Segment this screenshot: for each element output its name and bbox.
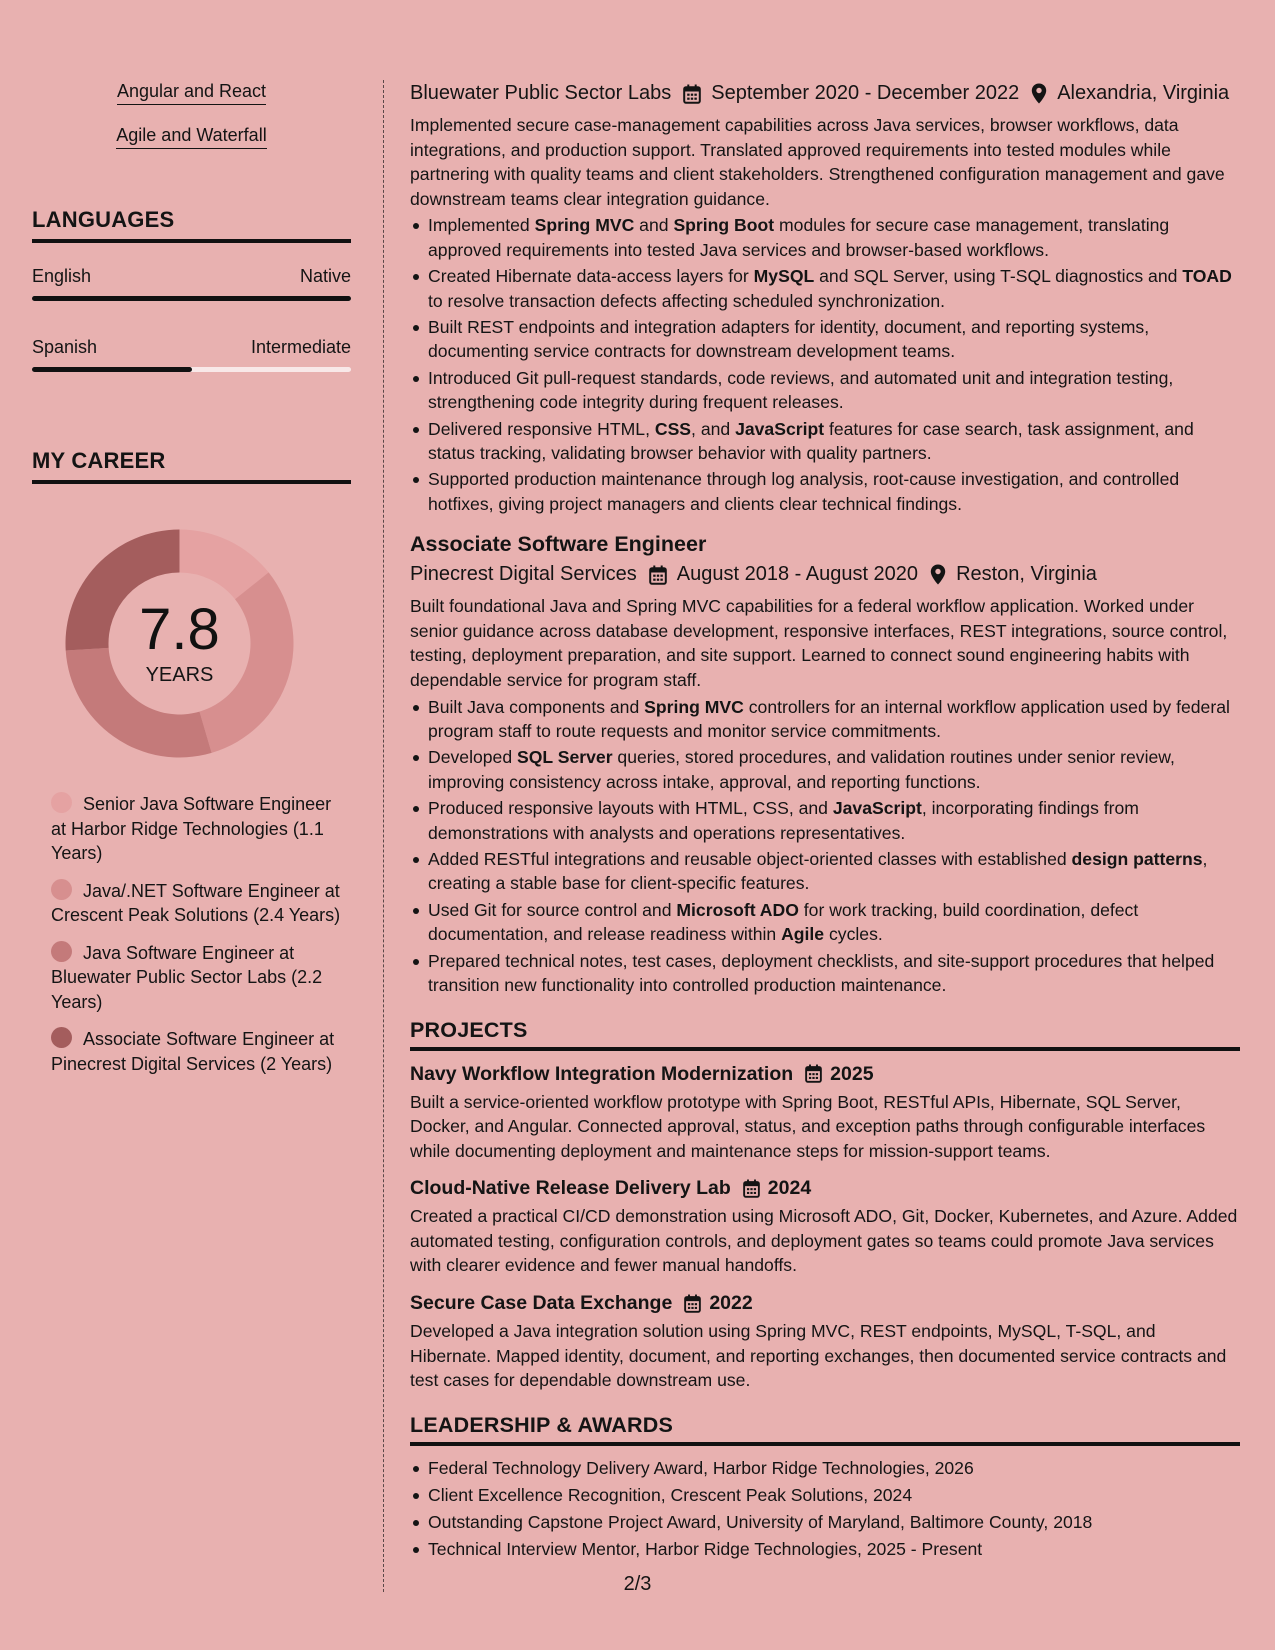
legend-item <box>51 941 341 1015</box>
job-bullet: Used Git for source control and Microsoft ADO for work tracking, build coordination, defect documentation, and release readiness within Agile cycles. <box>410 898 1240 947</box>
job-company: Bluewater Public Sector Labs <box>410 82 672 104</box>
job-title: Associate Software Engineer <box>410 532 707 557</box>
job-bullet: Built Java components and Spring MVC controllers for an internal workflow application used by federal program staff to route requests and monitor service commitments. <box>410 695 1240 744</box>
award-item: Outstanding Capstone Project Award, University of Maryland, Baltimore County, 2018 <box>410 1509 1240 1536</box>
projects-section <box>410 1018 1240 1393</box>
language-name: English <box>32 266 92 286</box>
legend-label: Associate Software Engineer at Pinecrest Digital Services (2 Years) <box>51 1029 335 1074</box>
career-heading: MY CAREER <box>32 448 351 484</box>
job-meta <box>410 80 1240 107</box>
project-year: 2022 <box>709 1292 753 1315</box>
legend-item <box>51 1027 341 1076</box>
language-english <box>32 265 351 301</box>
award-item: Client Excellence Recognition, Crescent Peak Solutions, 2024 <box>410 1482 1240 1509</box>
job-bullets <box>410 695 1240 998</box>
job-location: Alexandria, Virginia <box>1057 82 1230 104</box>
calendar-icon <box>649 565 667 585</box>
project-entry <box>410 1175 1240 1278</box>
language-proficiency-fill <box>32 296 351 301</box>
language-proficiency-bar <box>32 296 351 301</box>
awards-section <box>410 1413 1240 1563</box>
job-entry <box>410 80 1240 516</box>
job-bullet: Developed SQL Server queries, stored procedures, and validation routines under senior review, improving consistency across intake, approval, and reporting functions. <box>410 745 1240 794</box>
project-name: Cloud-Native Release Delivery Lab <box>410 1177 731 1200</box>
job-bullet: Prepared technical notes, test cases, deployment checklists, and site-support procedures that helped transition new functionality into controlled production maintenance. <box>410 949 1240 998</box>
job-bullet: Delivered responsive HTML, CSS, and JavaScript features for case search, task assignment, and status tracking, validating browser behavior with quality partners. <box>410 417 1240 466</box>
job-bullet: Created Hibernate data-access layers for MySQL and SQL Server, using T-SQL diagnostics and TOAD to resolve transaction defects affecting scheduled synchronization. <box>410 264 1240 313</box>
legend-swatch <box>51 879 72 900</box>
career-donut-chart <box>65 529 294 758</box>
job-company: Pinecrest Digital Services <box>410 563 637 586</box>
project-year: 2024 <box>767 1177 812 1200</box>
legend-label: Java/.NET Software Engineer at Crescent Peak Solutions (2.4 Years) <box>51 880 341 925</box>
projects-heading: PROJECTS <box>410 1018 1240 1051</box>
left-column <box>32 80 351 1089</box>
career-section <box>32 448 351 1076</box>
legend-item <box>51 879 341 928</box>
project-entry <box>410 1061 1240 1164</box>
job-bullet: Produced responsive layouts with HTML, CSS, and JavaScript, incorporating findings from demonstrations with analysts and operations representatives. <box>410 796 1240 845</box>
project-year: 2025 <box>830 1062 874 1085</box>
legend-swatch <box>51 941 72 962</box>
language-level: Native <box>299 266 351 286</box>
job-summary: Built foundational Java and Spring MVC capabilities for a federal workflow application. Worked under senior guidance across database development, responsive interfaces, REST integrations, source control, testing, deployment preparation, and site support. Learned to connect sound engineering habits with dependable service for program staff. <box>410 596 1228 691</box>
project-description: Built a service-oriented workflow prototype with Spring Boot, RESTful APIs, Hibernate, SQL Server, Docker, and Angular. Connected approval, status, and exception paths through configurable interfaces while documenting deployment and maintenance steps for mission-support teams. <box>410 1091 1206 1161</box>
page-number: 2/3 <box>623 1573 652 1595</box>
legend-label: Senior Java Software Engineer at Harbor Ridge Technologies (1.1 Years) <box>51 794 332 863</box>
language-level: Intermediate <box>250 337 351 357</box>
project-description: Created a practical CI/CD demonstration using Microsoft ADO, Git, Docker, Kubernetes, and Azure. Added automated testing, configuration controls, and deployment gates so teams could promote Java services with clearer evidence and fewer manual handoffs. <box>410 1206 1238 1276</box>
project-description: Developed a Java integration solution using Spring MVC, REST endpoints, MySQL, T-SQL, and Hibernate. Mapped identity, document, and reporting exchanges, then documented service contracts and test cases for dependable downstream use. <box>410 1321 1227 1391</box>
career-years-unit: YEARS <box>145 664 214 686</box>
language-proficiency-bar <box>32 367 351 372</box>
career-total-years: 7.8 <box>139 597 220 662</box>
location-pin-icon <box>930 564 946 585</box>
calendar-icon <box>683 84 701 104</box>
job-dates: September 2020 - December 2022 <box>711 82 1020 104</box>
career-legend <box>51 792 341 1076</box>
calendar-icon <box>743 1179 760 1198</box>
job-meta <box>410 561 1240 588</box>
languages-heading: LANGUAGES <box>32 207 351 243</box>
location-pin-icon <box>1031 83 1047 104</box>
job-bullet: Built REST endpoints and integration adapters for identity, document, and reporting systems, documenting service contracts for downstream development teams. <box>410 315 1240 364</box>
job-bullets <box>410 213 1240 516</box>
project-name: Secure Case Data Exchange <box>410 1292 673 1315</box>
project-entry <box>410 1290 1240 1393</box>
languages-section <box>32 207 351 372</box>
award-item: Federal Technology Delivery Award, Harbor Ridge Technologies, 2026 <box>410 1455 1240 1482</box>
skill-item: Angular and React <box>117 80 266 105</box>
job-summary: Implemented secure case-management capabilities across Java services, browser workflows, data integrations, and production support. Translated approved requirements into tested modules while partnering with quality teams and client stakeholders. Strengthened configuration management and gave downstream teams clear integration guidance. <box>410 115 1225 209</box>
skills-list <box>32 80 351 168</box>
job-location: Reston, Virginia <box>956 563 1097 586</box>
calendar-icon <box>805 1064 822 1083</box>
language-name: Spanish <box>32 337 98 357</box>
job-bullet: Introduced Git pull-request standards, code reviews, and automated unit and integration testing, strengthening code integrity during frequent releases. <box>410 366 1240 415</box>
awards-list <box>410 1455 1240 1563</box>
legend-swatch <box>51 1027 72 1048</box>
column-divider <box>383 80 384 1592</box>
job-dates: August 2018 - August 2020 <box>676 563 919 586</box>
calendar-icon <box>684 1294 701 1313</box>
job-entry <box>410 530 1240 997</box>
legend-swatch <box>51 792 72 813</box>
legend-label: Java Software Engineer at Bluewater Public Sector Labs (2.2 Years) <box>51 942 323 1012</box>
skill-item: Agile and Waterfall <box>116 124 266 149</box>
language-proficiency-fill <box>32 367 192 372</box>
awards-heading: LEADERSHIP & AWARDS <box>410 1413 1240 1446</box>
project-name: Navy Workflow Integration Modernization <box>410 1062 794 1085</box>
award-item: Technical Interview Mentor, Harbor Ridge Technologies, 2025 - Present <box>410 1536 1240 1563</box>
job-bullet: Added RESTful integrations and reusable object-oriented classes with established design patterns, creating a stable base for client-specific features. <box>410 847 1240 896</box>
job-bullet: Implemented Spring MVC and Spring Boot modules for secure case management, translating approved requirements into tested Java services and browser-based workflows. <box>410 213 1240 262</box>
right-column <box>410 80 1240 1563</box>
job-bullet: Supported production maintenance through log analysis, root-cause investigation, and controlled hotfixes, giving project managers and clients clear technical findings. <box>410 467 1240 516</box>
legend-item <box>51 792 341 866</box>
language-spanish <box>32 336 351 372</box>
